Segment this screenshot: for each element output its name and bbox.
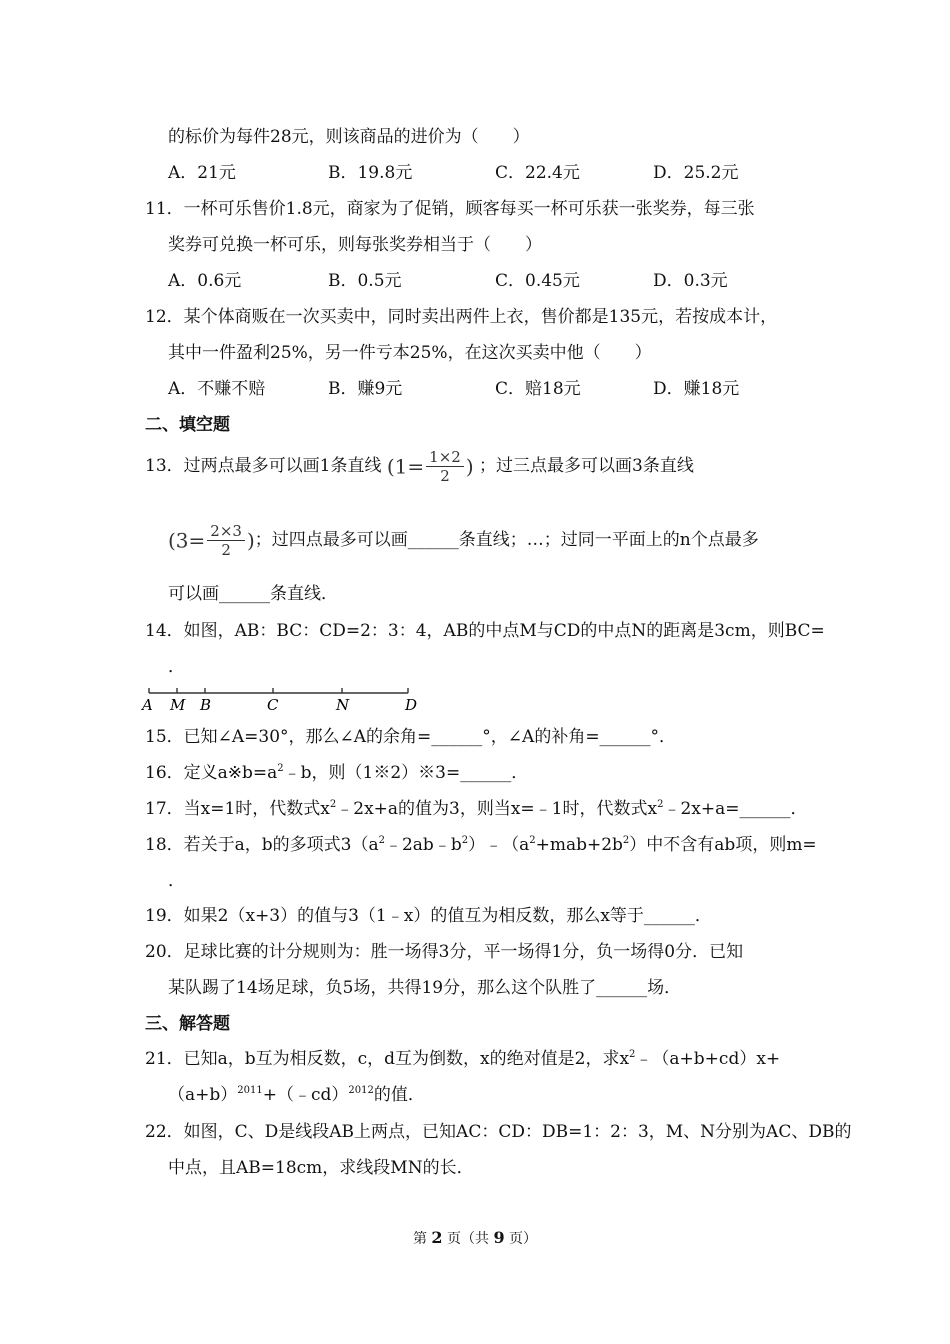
q10-option-d: D．25.2元 — [653, 163, 739, 183]
q11-option-c: C．0.45元 — [495, 271, 580, 291]
q22-line1: 22．如图，C、D是线段AB上两点，已知AC：CD：DB=1：2：3，M、N分别为AC、DB的 — [145, 1122, 852, 1142]
q20-line1: 20．足球比赛的计分规则为：胜一场得3分，平一场得1分，负一场得0分．已知 — [145, 942, 744, 962]
q11-line1: 11．一杯可乐售价1.8元，商家为了促销，顾客每买一杯可乐获一张奖券，每三张 — [145, 199, 755, 219]
q18-text-b: ﹣2ab﹣b — [384, 835, 462, 855]
q13-fraction1-numerator: 1×2 — [426, 448, 464, 467]
q20-line2: 某队踢了14场足球，负5场，共得19分，那么这个队胜了______场． — [168, 978, 682, 998]
q13-fraction1-close: ) — [465, 454, 474, 479]
q18-exponent-2: 2 — [461, 835, 469, 846]
point-label-a: A — [142, 696, 153, 714]
q10-option-c: C．22.4元 — [495, 163, 580, 183]
q13-text-b: ；过三点最多可以画3条直线 — [479, 456, 694, 476]
q12-line1: 12．某个体商贩在一次买卖中，同时卖出两件上衣，售价都是135元，若按成本计， — [145, 307, 778, 327]
q21-line1 — [145, 1048, 780, 1070]
q16-text-b: ﹣b，则（1※2）※3=______． — [283, 763, 529, 783]
q18-text-e: ）中不含有ab项，则m= — [629, 835, 817, 855]
q13-fraction2-close: ) — [246, 528, 255, 553]
q18-line1 — [145, 834, 817, 856]
q12-option-c: C．赔18元 — [495, 379, 581, 399]
q21-text-c: （a+b） — [168, 1085, 238, 1105]
q11-line2: 奖券可兑换一杯可乐，则每张奖券相当于（ ） — [168, 235, 542, 255]
q16-line — [145, 762, 528, 784]
q18-text-a: 18．若关于a，b的多项式3（a — [145, 835, 379, 855]
q21-text-e: 的值． — [373, 1085, 425, 1105]
q12-option-a: A．不赚不赔 — [168, 379, 266, 399]
q13-text-c: ；过四点最多可以画______条直线；…；过同一平面上的n个点最多 — [254, 530, 759, 550]
q18-exponent-1: 2 — [378, 835, 385, 846]
q16-text-a: 16．定义a※b=a — [145, 763, 278, 783]
footer-suffix: 页） — [509, 1231, 538, 1247]
point-label-c: C — [267, 696, 279, 714]
q12-option-d: D．赚18元 — [653, 379, 740, 399]
q12-option-b: B．赚9元 — [328, 379, 403, 399]
q12-line2: 其中一件盈利25%，另一件亏本25%，在这次买卖中他（ ） — [168, 343, 652, 363]
section-heading-answer: 三、解答题 — [145, 1014, 230, 1034]
q13-fraction1-open: (1= — [386, 454, 425, 479]
point-label-m: M — [170, 696, 186, 714]
q21-line2 — [168, 1084, 425, 1106]
q13-fraction2-open: (3= — [168, 528, 206, 553]
q13-fraction2-numerator: 2×3 — [207, 522, 245, 541]
footer-total-pages: 9 — [493, 1228, 505, 1247]
q21-text-d: +（﹣cd） — [262, 1085, 349, 1105]
q18-exponent-3: 2 — [529, 835, 536, 846]
footer-prefix: 第 — [412, 1231, 427, 1247]
point-label-b: B — [200, 696, 212, 714]
line-segment-figure — [140, 683, 430, 715]
q18-exponent-4: 2 — [622, 835, 630, 846]
q21-text-b: ﹣（a+b+cd）x+ — [635, 1049, 781, 1069]
q13-line3: 可以画______条直线． — [168, 584, 338, 604]
q18-text-c: ）﹣（a — [468, 835, 530, 855]
footer-page-number: 2 — [431, 1228, 443, 1247]
q13-fraction2 — [207, 522, 245, 559]
q15-line: 15．已知∠A=30°，那么∠A的余角=______°，∠A的补角=______°． — [145, 727, 677, 747]
q17-line — [145, 798, 808, 820]
q11-option-d: D．0.3元 — [653, 271, 728, 291]
q22-line2: 中点，且AB=18cm，求线段MN的长． — [168, 1158, 474, 1178]
page-footer — [0, 1228, 950, 1248]
q18-line2: ． — [168, 871, 185, 891]
q17-exponent-2: 2 — [657, 799, 664, 810]
footer-middle: 页（共 — [447, 1231, 489, 1247]
q10-stem: 的标价为每件28元，则该商品的进价为（ ） — [168, 127, 530, 147]
q18-text-d: +mab+2b — [535, 835, 623, 855]
q13-fraction1 — [426, 448, 464, 485]
q13-line2 — [168, 520, 759, 560]
point-label-n: N — [336, 696, 350, 714]
q13-fraction1-denominator: 2 — [440, 467, 450, 485]
q21-text-a: 21．已知a，b互为相反数，c，d互为倒数，x的绝对值是2，求x — [145, 1049, 630, 1069]
q11-option-b: B．0.5元 — [328, 271, 402, 291]
point-label-d: D — [405, 696, 418, 714]
q21-exponent-3: 2012 — [348, 1085, 374, 1096]
q14-line1: 14．如图，AB：BC：CD=2：3：4，AB的中点M与CD的中点N的距离是3cm，则BC= — [145, 621, 825, 641]
q13-text-a: 13．过两点最多可以画1条直线 — [145, 456, 382, 476]
q13-fraction2-denominator: 2 — [221, 541, 231, 559]
section-heading-fill: 二、填空题 — [145, 415, 230, 435]
q21-exponent-2: 2011 — [237, 1085, 263, 1096]
q17-text-a: 17．当x=1时，代数式x — [145, 799, 330, 819]
q13-line1 — [145, 448, 694, 488]
q17-text-c: ﹣2x+a=______． — [663, 799, 808, 819]
q17-exponent-1: 2 — [329, 799, 337, 810]
q14-line2: ． — [168, 657, 185, 677]
q11-option-a: A．0.6元 — [168, 271, 242, 291]
q16-exponent: 2 — [277, 763, 284, 774]
q21-exponent-1: 2 — [629, 1049, 636, 1060]
q17-text-b: ﹣2x+a的值为3，则当x=﹣1时，代数式x — [336, 799, 658, 819]
q10-option-b: B．19.8元 — [328, 163, 413, 183]
q19-line: 19．如果2（x+3）的值与3（1﹣x）的值互为相反数，那么x等于______． — [145, 906, 712, 926]
q10-option-a: A．21元 — [168, 163, 236, 183]
